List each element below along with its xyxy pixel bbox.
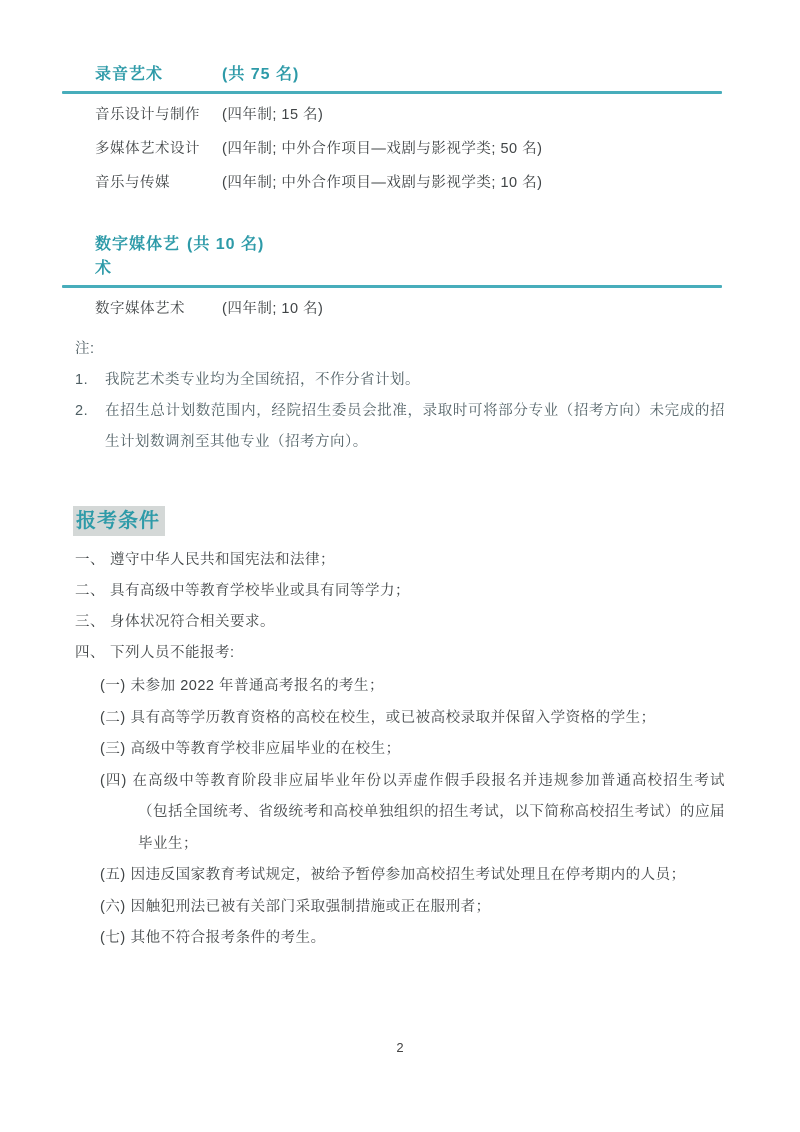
subitem-text: 具有高等学历教育资格的高校在校生，或已被高校录取并保留入学资格的学生； — [130, 709, 656, 726]
condition-item — [75, 545, 725, 576]
condition-item — [75, 576, 725, 607]
subitem-text: 因触犯刑法已被有关部门采取强制措施或正在服刑者； — [130, 898, 491, 915]
table-row — [62, 175, 722, 191]
section-header — [62, 63, 722, 87]
section-divider-rule — [62, 285, 722, 288]
notes-block — [75, 334, 725, 458]
section-quota: (共 75 名) — [222, 66, 300, 83]
subitem-number: (四) — [100, 772, 127, 789]
note-item — [75, 365, 725, 396]
major-name: 数字媒体艺术 — [95, 301, 185, 317]
subitem-text: 未参加 2022 年普通高考报名的考生； — [130, 678, 384, 694]
conditions-list — [75, 545, 725, 955]
condition-text: 下列人员不能报考: — [110, 645, 235, 661]
major-name: 音乐设计与制作 — [95, 107, 200, 123]
condition-text: 遵守中华人民共和国宪法和法律； — [110, 552, 335, 568]
condition-item — [75, 638, 725, 669]
major-name: 多媒体艺术设计 — [95, 141, 200, 157]
major-detail: (四年制; 10 名) — [222, 301, 324, 317]
subitem-number: (五) — [100, 867, 126, 883]
condition-item — [75, 607, 725, 638]
conditions-sublist — [100, 671, 725, 955]
section-quota: (共 10 名) — [187, 236, 265, 253]
note-text: 在招生总计划数范围内，经院招生委员会批准，录取时可将部分专业（招考方向）未完成的招生计划数调剂至其他专业（招考方向）。 — [105, 403, 725, 450]
condition-number: 一、 — [75, 552, 105, 568]
condition-text: 身体状况符合相关要求。 — [110, 614, 275, 630]
table-row — [62, 301, 722, 317]
note-text: 我院艺术类专业均为全国统招，不作分省计划。 — [105, 372, 420, 388]
condition-subitem — [100, 892, 725, 924]
note-item — [75, 396, 725, 458]
condition-subitem — [100, 671, 725, 703]
conditions-heading: 报考条件 — [73, 506, 165, 536]
section-title: 录音艺术 — [95, 66, 164, 83]
subitem-number: (三) — [100, 741, 126, 757]
condition-subitem — [100, 860, 725, 892]
subitem-number: (一) — [100, 678, 126, 694]
note-number: 1. — [75, 372, 89, 388]
major-detail: (四年制; 15 名) — [222, 107, 324, 123]
major-rows — [62, 107, 722, 191]
major-section-digital-media-art — [62, 233, 722, 335]
condition-number: 四、 — [75, 645, 105, 661]
subitem-text: 其他不符合报考条件的考生。 — [130, 930, 326, 946]
condition-subitem — [100, 766, 725, 861]
subitem-text: 高级中等教育学校非应届毕业的在校生； — [130, 741, 401, 757]
table-row — [62, 107, 722, 123]
subitem-number: (二) — [100, 709, 126, 726]
major-detail: (四年制; 中外合作项目—戏剧与影视学类; 10 名) — [222, 175, 543, 191]
section-header — [62, 233, 722, 281]
major-name: 音乐与传媒 — [95, 175, 170, 191]
condition-number: 二、 — [75, 583, 105, 599]
subitem-text: 因违反国家教育考试规定，被给予暂停参加高校招生考试处理且在停考期内的人员； — [130, 867, 686, 883]
subitem-text: 在高级中等教育阶段非应届毕业年份以弄虚作假手段报名并违规参加普通高校招生考试（包括全国统考、省级统考和高校单独组织的招生考试，以下简称高校招生考试）的应届毕业生； — [131, 772, 725, 852]
section-divider-rule — [62, 91, 722, 94]
condition-text: 具有高级中等教育学校毕业或具有同等学力； — [110, 583, 410, 599]
major-detail: (四年制; 中外合作项目—戏剧与影视学类; 50 名) — [222, 141, 543, 157]
notes-label: 注: — [75, 341, 95, 357]
subitem-number: (七) — [100, 930, 126, 946]
condition-number: 三、 — [75, 614, 105, 630]
section-title: 数字媒体艺术 — [95, 236, 181, 277]
major-rows — [62, 301, 722, 317]
major-section-recording-arts — [62, 63, 722, 209]
condition-subitem — [100, 734, 725, 766]
subitem-number: (六) — [100, 898, 126, 915]
condition-subitem — [100, 703, 725, 735]
note-number: 2. — [75, 403, 89, 419]
condition-subitem — [100, 923, 725, 955]
table-row — [62, 141, 722, 157]
page-number: 2 — [396, 1040, 404, 1055]
